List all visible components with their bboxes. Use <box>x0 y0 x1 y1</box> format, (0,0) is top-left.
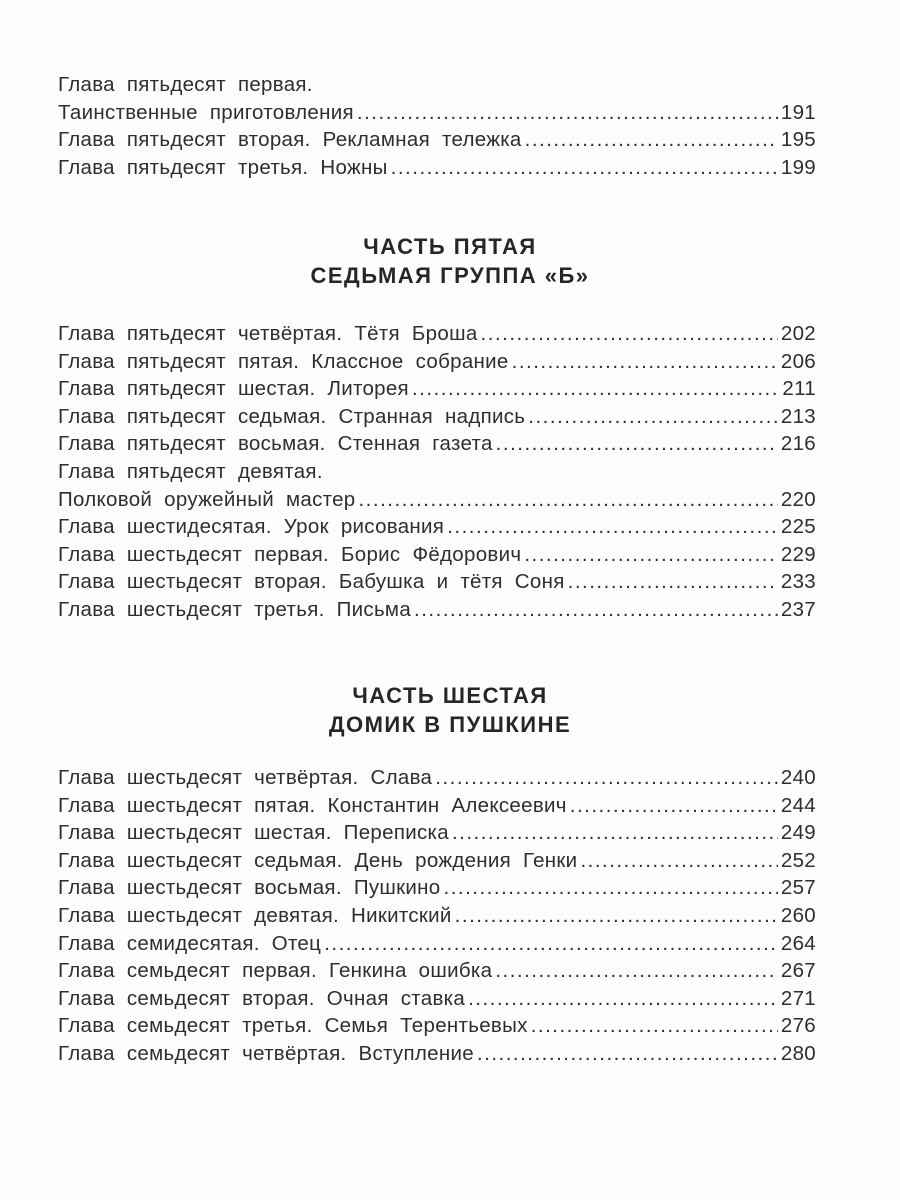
dot-leader <box>447 515 778 539</box>
toc-entry <box>58 904 816 932</box>
toc-entry-page: 233 <box>780 570 816 594</box>
toc-entry-title: Глава семьдесят первая. Генкина ошибка <box>58 959 493 983</box>
toc-entry-title: Глава пятьдесят первая. <box>58 73 313 96</box>
toc-entry-page: 229 <box>780 542 816 566</box>
toc-entry-page: 199 <box>780 155 816 179</box>
toc-entry-title: Глава шестьдесят пятая. Константин Алексеевич <box>58 793 567 817</box>
toc-entry <box>58 432 816 460</box>
toc-entry <box>58 932 816 960</box>
toc-group-part6 <box>58 766 816 1070</box>
toc-entry <box>58 515 816 543</box>
toc-entry <box>58 876 816 904</box>
toc-entry <box>58 1014 816 1042</box>
toc-entry-title: Глава шестьдесят шестая. Переписка <box>58 821 449 845</box>
dot-leader <box>495 959 778 983</box>
toc-entry-title: Глава пятьдесят четвёртая. Тётя Броша <box>58 322 478 345</box>
toc-entry-title: Глава шестьдесят седьмая. День рождения Генки <box>58 848 578 872</box>
toc-entry <box>58 821 816 849</box>
toc-entry-title: Глава семьдесят третья. Семья Терентьевых <box>58 1014 528 1038</box>
toc-entry <box>58 377 816 405</box>
part-six-heading <box>0 681 900 739</box>
toc-entry-title: Глава пятьдесят шестая. Литорея <box>58 377 409 401</box>
dot-leader <box>512 350 778 374</box>
dot-leader <box>468 987 778 1011</box>
dot-leader <box>357 101 778 125</box>
toc-entry-page: 225 <box>780 515 816 539</box>
toc-entry-page: 191 <box>780 100 816 124</box>
dot-leader <box>525 128 778 152</box>
toc-entry-title: Глава пятьдесят восьмая. Стенная газета <box>58 432 493 456</box>
dot-leader <box>414 598 778 622</box>
toc-entry-page: 249 <box>780 821 816 845</box>
toc-entry-title: Глава семидесятая. Отец <box>58 931 322 955</box>
toc-entry-page: 257 <box>780 876 816 900</box>
toc-entry-page: 202 <box>780 322 816 345</box>
toc-entry-title: Глава пятьдесят пятая. Классное собрание <box>58 349 509 373</box>
toc-entry-page: 260 <box>780 903 816 927</box>
toc-entry-page: 252 <box>780 848 816 872</box>
dot-leader <box>580 849 777 873</box>
dot-leader <box>531 1014 778 1038</box>
toc-entry <box>58 543 816 571</box>
toc-entry-title: Глава шестьдесят девятая. Никитский <box>58 903 452 927</box>
toc-entry <box>58 156 816 184</box>
dot-leader <box>452 821 778 845</box>
dot-leader <box>568 570 778 594</box>
toc-entry-title: Таинственные приготовления <box>58 100 354 124</box>
part-label: ЧАСТЬ ШЕСТАЯ <box>352 683 548 708</box>
toc-entry-page: 240 <box>780 766 816 789</box>
toc-entry <box>58 1042 816 1070</box>
toc-entry <box>58 460 816 488</box>
dot-leader <box>477 1042 778 1066</box>
toc-entry-title: Глава семьдесят четвёртая. Вступление <box>58 1041 474 1065</box>
toc-entry-title: Глава пятьдесят девятая. <box>58 459 323 483</box>
toc-group-part5 <box>58 322 816 626</box>
dot-leader <box>570 794 778 818</box>
toc-entry-page: 206 <box>780 349 816 373</box>
dot-leader <box>358 488 777 512</box>
toc-entry <box>58 488 816 516</box>
toc-entry-page: 280 <box>780 1041 816 1065</box>
dot-leader <box>528 405 778 429</box>
toc-entry <box>58 73 816 101</box>
toc-entry-page: 271 <box>780 986 816 1010</box>
dot-leader <box>444 876 778 900</box>
toc-entry-page: 211 <box>782 377 816 401</box>
dot-leader <box>391 156 778 180</box>
part-label: ЧАСТЬ ПЯТАЯ <box>363 234 537 259</box>
toc-entry <box>58 987 816 1015</box>
toc-entry <box>58 101 816 129</box>
toc-entry-page: 276 <box>780 1014 816 1038</box>
toc-entry <box>58 766 816 794</box>
toc-entry-page: 267 <box>780 959 816 983</box>
toc-entry-title: Глава пятьдесят вторая. Рекламная тележка <box>58 128 522 152</box>
toc-entry-title: Глава шестьдесят первая. Борис Фёдорович <box>58 542 522 566</box>
toc-entry-title: Глава семьдесят вторая. Очная ставка <box>58 986 466 1010</box>
toc-entry-page: 237 <box>780 597 816 621</box>
toc-entry-title: Глава шестьдесят восьмая. Пушкино <box>58 876 441 900</box>
toc-entry-page: 195 <box>780 128 816 152</box>
toc-entry-title: Глава шестьдесят четвёртая. Слава <box>58 766 433 789</box>
part-five-heading <box>0 232 900 290</box>
toc-entry-page: 216 <box>780 432 816 456</box>
toc-entry <box>58 570 816 598</box>
toc-entry-page: 264 <box>780 931 816 955</box>
toc-group-part4-end <box>58 73 816 183</box>
toc-entry <box>58 959 816 987</box>
dot-leader <box>324 932 778 956</box>
toc-entry <box>58 322 816 350</box>
dot-leader <box>412 377 779 401</box>
toc-entry-title: Глава шестидесятая. Урок рисования <box>58 515 445 539</box>
part-title: ДОМИК В ПУШКИНЕ <box>328 712 572 737</box>
toc-entry <box>58 849 816 877</box>
toc-entry <box>58 405 816 433</box>
dot-leader <box>496 432 778 456</box>
toc-entry-page: 244 <box>780 793 816 817</box>
dot-leader <box>435 766 778 790</box>
toc-entry-title: Глава пятьдесят седьмая. Странная надпись <box>58 404 526 428</box>
dot-leader <box>455 904 778 928</box>
toc-entry-page: 213 <box>780 404 816 428</box>
toc-entry <box>58 794 816 822</box>
toc-entry-title: Глава шестьдесят вторая. Бабушка и тётя Соня <box>58 570 565 594</box>
dot-leader <box>524 543 778 567</box>
toc-entry-title: Полковой оружейный мастер <box>58 487 356 511</box>
toc-entry-title: Глава шестьдесят третья. Письма <box>58 597 412 621</box>
toc-entry <box>58 128 816 156</box>
toc-entry-title: Глава пятьдесят третья. Ножны <box>58 155 388 179</box>
dot-leader <box>481 322 778 346</box>
part-title: СЕДЬМАЯ ГРУППА «Б» <box>310 263 590 288</box>
toc-entry <box>58 350 816 378</box>
toc-entry <box>58 598 816 626</box>
toc-entry-page: 220 <box>780 487 816 511</box>
